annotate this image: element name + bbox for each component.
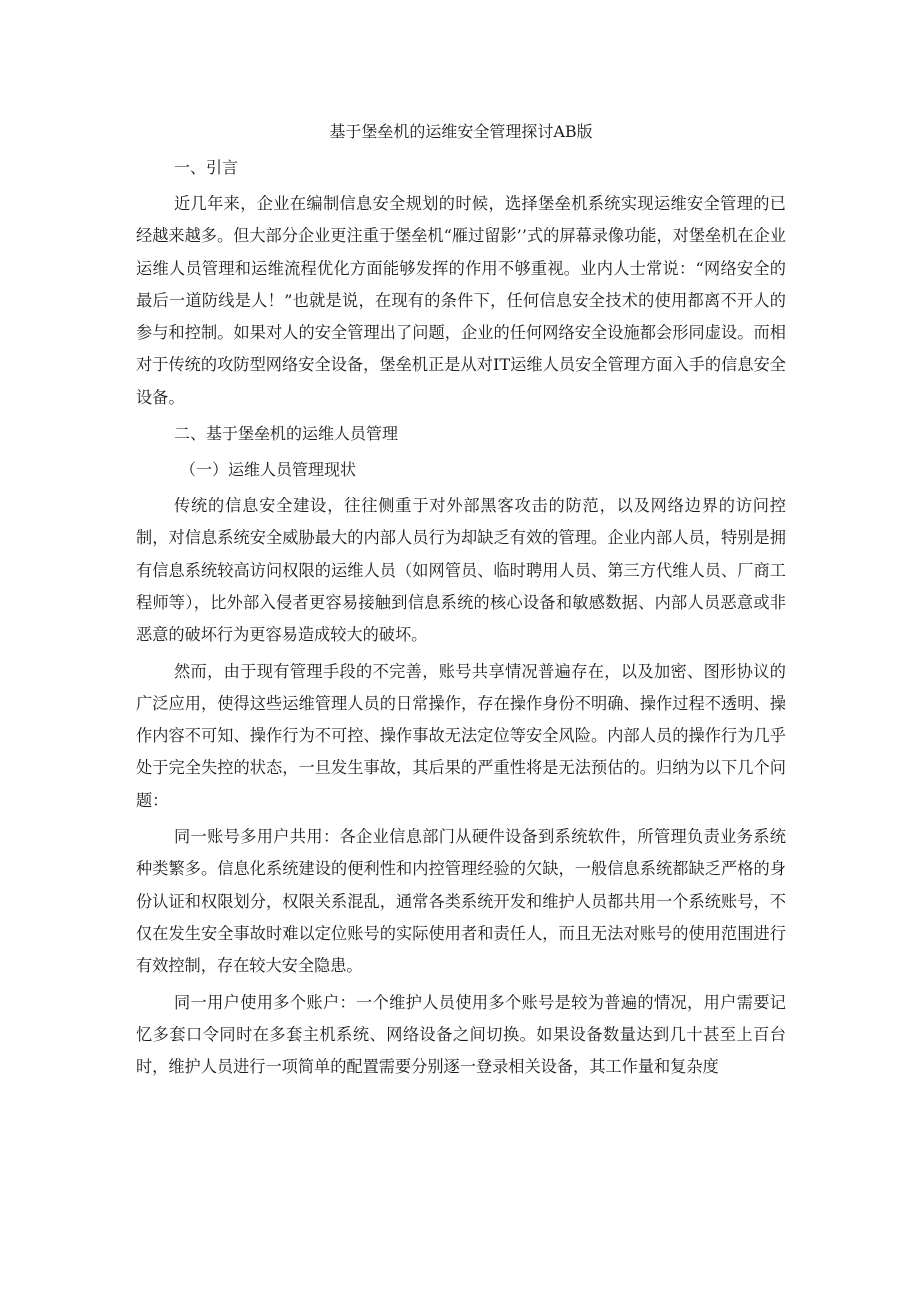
document-title: 基于堡垒机的运维安全管理探讨AB版 [329,122,593,141]
section-heading: 二、基于堡垒机的运维人员管理 [174,424,399,444]
paragraph: 传统的信息安全建设，往往侧重于对外部黑客攻击的防范，以及网络边界的访问控制，对信息系统安全威胁最大的内部人员行为却缺乏有效的管理。企业内部人员，特别是拥有信息系统较高访问权限的运维人员（如网管员、临时聘用人员、第三方代维人员、厂商工程师等），比外部入侵者更容易接触到信息系统的核心设备和敏感数据、内部人员恶意或非恶意的破坏行为更容易造成较大的破坏。 [136,496,786,645]
paragraph: 同一账号多用户共用：各企业信息部门从硬件设备到系统软件，所管理负责业务系统种类繁多。信息化系统建设的便利性和内控管理经验的欠缺，一般信息系统都缺乏严格的身份认证和权限划分，权限关系混乱，通常各类系统开发和维护人员都共用一个系统账号，不仅在发生安全事故时难以定位账号的实际使用者和责任人，而且无法对账号的使用范围进行有效控制，存在较大安全隐患。 [136,827,786,976]
paragraph: 同一用户使用多个账户：一个维护人员使用多个账号是较为普遍的情况，用户需要记忆多套口令同时在多套主机系统、网络设备之间切换。如果设备数量达到几十甚至上百台时，维护人员进行一项简单的配置需要分别逐一登录相关设备，其工作量和复杂度 [136,992,786,1077]
paragraph: 近几年来，企业在编制信息安全规划的时候，选择堡垒机系统实现运维安全管理的已经越来越多。但大部分企业更注重于堡垒机“雁过留影’’式的屏幕录像功能，对堡垒机在企业运维人员管理和运维流程优化方面能够发挥的作用不够重视。业内人士常说：“网络安全的最后一道防线是人！”也就是说，在现有的条件下，任何信息安全技术的使用都离不开人的参与和控制。如果对人的安全管理出了问题，企业的任何网络安全设施都会形同虚设。而相对于传统的攻防型网络安全设备，堡垒机正是从对IT运维人员安全管理方面入手的信息安全设备。 [136,194,786,407]
paragraph: 然而，由于现有管理手段的不完善，账号共享情况普遍存在，以及加密、图形协议的广泛应用，使得这些运维管理人员的日常操作，存在操作身份不明确、操作过程不透明、操作内容不可知、操作行为不可控、操作事故无法定位等安全风险。内部人员的操作行为几乎处于完全失控的状态，一旦发生事故，其后果的严重性将是无法预估的。归纳为以下几个问题： [136,661,786,810]
subsection-heading: （一）运维人员管理现状 [180,460,357,480]
section-heading: 一、引言 [174,158,239,177]
document-page [136,112,786,1087]
document-body [136,152,786,1083]
